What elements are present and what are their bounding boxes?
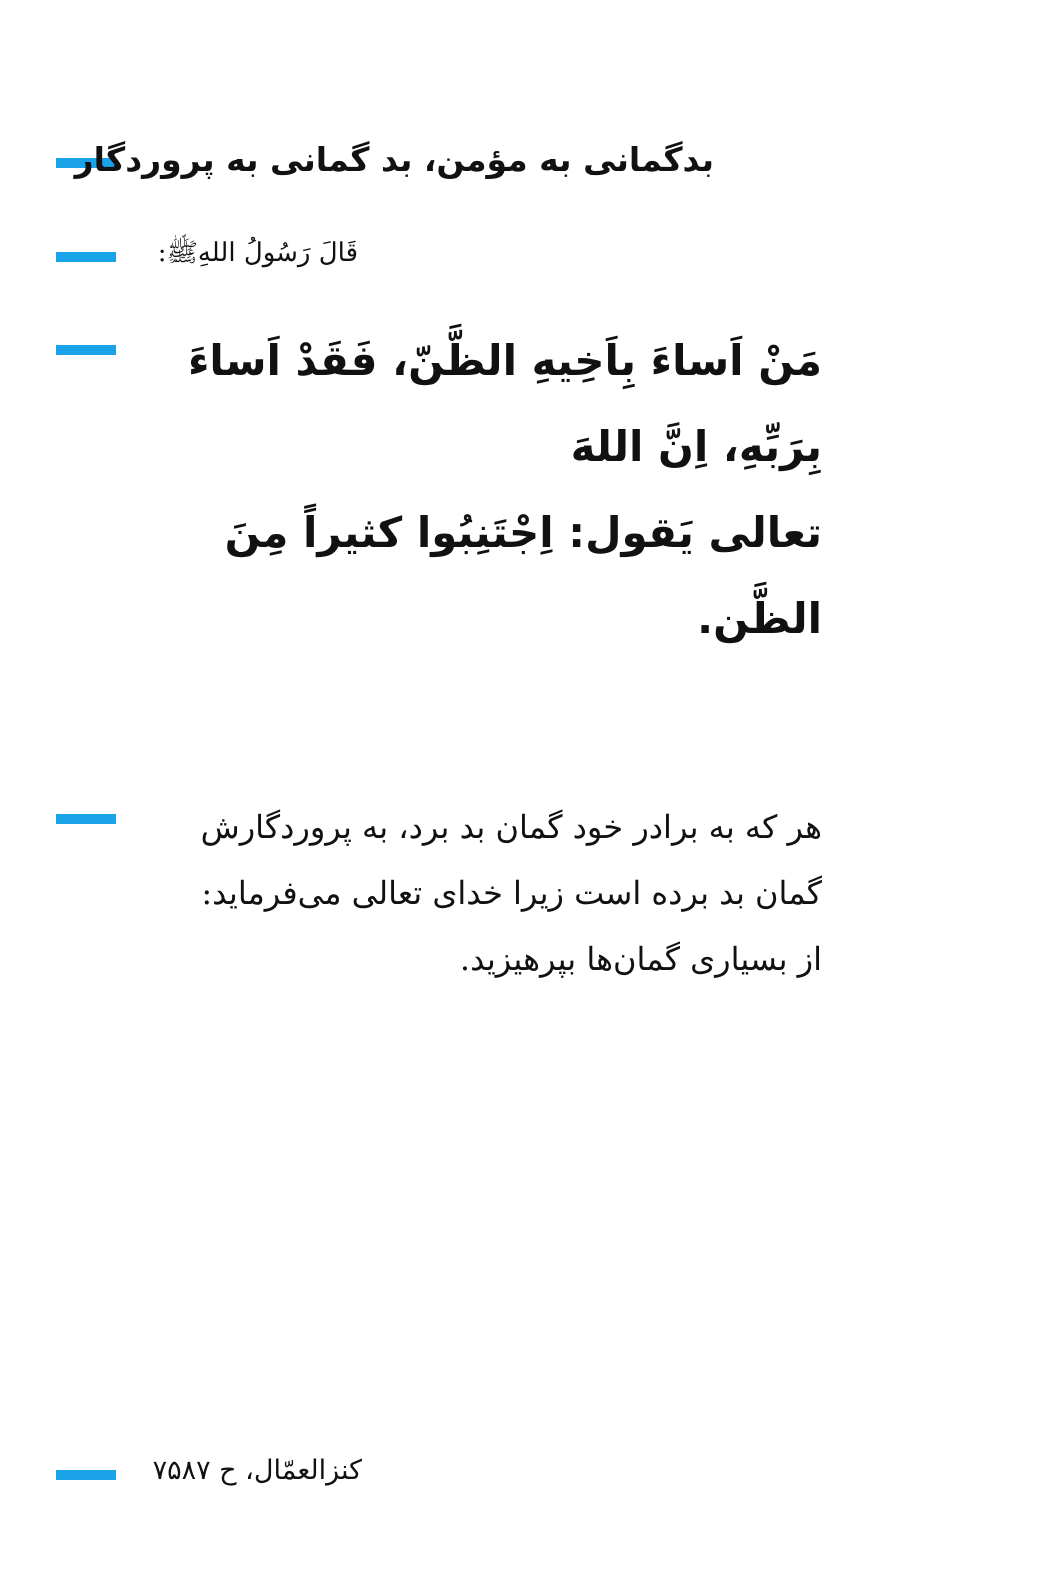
translation-line: هر که به برادر خود گمان بد برد، به پروردگارش (200, 808, 822, 846)
hadith-marker (56, 345, 116, 355)
translation-line: از بسياری گمان‌ها بپرهيزيد. (459, 940, 822, 978)
source-marker (56, 1470, 116, 1480)
hadith-line: تعالى يَقول: اِجْتَنِبُوا كثيراً مِنَ الظَّن. (224, 508, 822, 643)
hadith-intro: قَالَ رَسُولُ اللهِﷺ: (157, 238, 358, 268)
hadith-text (132, 318, 822, 662)
translation-line: گمان بد برده است زيرا خدای تعالی می‌فرمايد: (201, 874, 822, 912)
translation-text (201, 794, 822, 992)
intro-marker (56, 252, 116, 262)
hadith-line: مَنْ اَساءَ بِاَخِيهِ الظَّنّ، فَقَدْ اَساءَ بِرَبِّهِ، اِنَّ اللهَ (187, 336, 822, 471)
page-title: بدگمانی به مؤمن، بد گمانی به پروردگار (74, 140, 714, 179)
translation-marker (56, 814, 116, 824)
source-citation: كنزالعمّال، ح ۷۵۸۷ (152, 1455, 362, 1486)
